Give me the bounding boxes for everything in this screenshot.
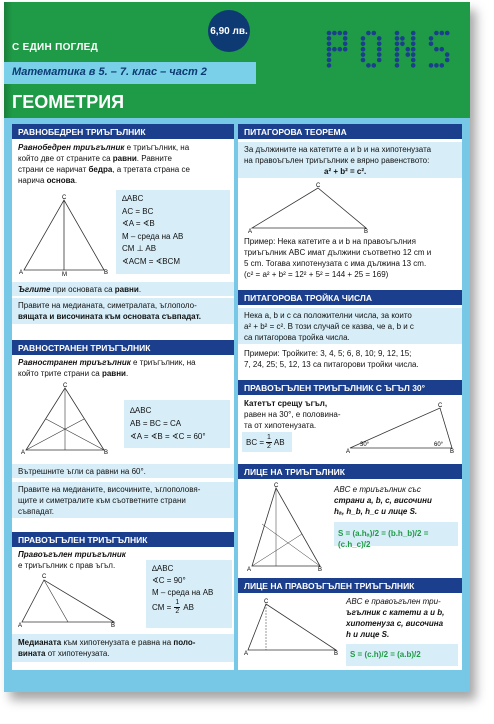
pons-logo — [326, 30, 464, 72]
logo-dot — [434, 47, 439, 52]
logo-dot — [327, 42, 332, 47]
svg-text:C: C — [63, 383, 68, 389]
logo-dot — [327, 63, 332, 68]
logo-dot — [395, 31, 400, 36]
equilateral-note2 — [12, 482, 234, 518]
right-triangle-definition — [18, 549, 148, 571]
isosceles-properties — [116, 190, 230, 274]
logo-dot — [361, 36, 366, 41]
svg-text:A: A — [18, 623, 23, 628]
logo-dot — [400, 42, 405, 47]
text: За дължините на катетите a и b и на хипотенузата — [244, 145, 432, 154]
price-badge: 6,90 лв. — [208, 10, 250, 52]
text: та от хипотенузата. — [244, 421, 317, 430]
page-title: ГЕОМЕТРИЯ — [12, 92, 125, 112]
text: Медианата — [18, 638, 62, 647]
logo-dot — [411, 63, 416, 68]
prop: ∆ABC — [122, 194, 144, 203]
logo-dot — [411, 36, 416, 41]
text: равни — [114, 285, 139, 294]
svg-text:B: B — [111, 623, 116, 628]
text: CM = — [152, 602, 172, 612]
text: който две от страните са — [18, 154, 113, 163]
text: вящата и височината към основата съвпадат. — [18, 312, 202, 321]
svg-text:A: A — [21, 450, 26, 456]
text: щите и симетралите към съответните страни — [18, 496, 186, 505]
text: Нека a, b и c са положителни числа, за които — [244, 311, 412, 320]
pythagoras-formula: a² + b² = c². — [324, 167, 367, 176]
area-right-statement — [346, 596, 460, 640]
equilateral-diagram — [20, 382, 110, 456]
logo-dot — [361, 42, 366, 47]
svg-text:A: A — [244, 651, 249, 656]
logo-dot — [400, 36, 405, 41]
logo-dot — [411, 47, 416, 52]
text: AB — [183, 602, 194, 612]
logo-dot — [395, 47, 400, 52]
logo-dot — [361, 52, 366, 57]
logo-dot — [343, 36, 348, 41]
svg-text:B: B — [450, 449, 455, 454]
svg-text:C: C — [42, 574, 47, 580]
right-triangle-diagram — [18, 570, 118, 628]
text: равни — [112, 154, 137, 163]
isosceles-note2 — [12, 298, 234, 324]
equilateral-note1: Вътрешните ъгли са равни на 60°. — [12, 464, 234, 478]
series-label: С ЕДИН ПОГЛЕД — [12, 42, 99, 53]
text: . — [74, 176, 78, 185]
logo-dot — [327, 52, 332, 57]
prop: CM ⊥ AB — [122, 244, 157, 253]
logo-dot — [327, 58, 332, 63]
logo-dot — [411, 52, 416, 57]
equilateral-heading: РАВНОСТРАНЕН ТРИЪГЪЛНИК — [12, 340, 234, 355]
logo-dot — [377, 36, 382, 41]
svg-text:A: A — [247, 567, 252, 572]
svg-text:B: B — [104, 450, 109, 456]
text: . — [138, 285, 142, 294]
area-diagram — [246, 482, 326, 572]
logo-dot — [411, 31, 416, 36]
right30-heading: ПРАВОЪГЪЛЕН ТРИЪГЪЛНИК С ЪГЪЛ 30° — [238, 380, 462, 395]
logo-dot — [406, 52, 411, 57]
right-column — [238, 124, 462, 670]
logo-dot — [338, 31, 343, 36]
logo-dot — [327, 31, 332, 36]
text: бедра — [88, 165, 113, 174]
svg-text:B: B — [334, 651, 339, 656]
logo-dot — [366, 63, 371, 68]
logo-dot — [343, 47, 348, 52]
text: равни — [101, 369, 126, 378]
isosceles-note1 — [12, 282, 234, 296]
text: h и лице S. — [346, 630, 390, 639]
denominator: 2 — [267, 442, 271, 450]
logo-dot — [434, 63, 439, 68]
text: е триъгълник, на — [130, 358, 196, 367]
right30-formula — [242, 432, 292, 452]
text: вината — [18, 649, 46, 658]
area-right-heading: ЛИЦЕ НА ПРАВОЪГЪЛЕН ТРИЪГЪЛНИК — [238, 578, 462, 593]
text: е триъгълник с прав ъгъл. — [18, 561, 116, 570]
text: Правите на медианата, симетралата, ъглополо- — [18, 301, 197, 310]
area-right-diagram — [244, 596, 340, 656]
text: Пример: Нека катетите a и b на правоъгълния — [244, 237, 416, 246]
text: a² + b² = c². В този случай се казва, че a, b и c — [244, 322, 414, 331]
logo-dot — [440, 47, 445, 52]
logo-dot — [395, 63, 400, 68]
svg-text:M: M — [62, 272, 67, 276]
term: Равностранен триъгълник — [18, 358, 131, 367]
text: който трите страни са — [18, 369, 102, 378]
text: AB — [273, 437, 285, 447]
logo-dot — [343, 42, 348, 47]
svg-text:C: C — [264, 599, 269, 605]
logo-dot — [395, 58, 400, 63]
left-column — [12, 124, 234, 670]
svg-text:B: B — [104, 270, 109, 276]
logo-dot — [395, 52, 400, 57]
prop: ∢ACM = ∢BCM — [122, 256, 181, 266]
logo-dot — [395, 42, 400, 47]
right30-statement — [244, 398, 344, 431]
isosceles-diagram — [18, 192, 112, 276]
denominator: 2 — [175, 608, 180, 615]
logo-dot — [434, 31, 439, 36]
text: е триъгълник, на — [124, 143, 190, 152]
logo-dot — [372, 31, 377, 36]
text: ABC е триъгълник със — [334, 485, 421, 494]
prop: ∆ABC — [152, 564, 174, 573]
text: са питагорова тройка числа. — [244, 333, 350, 342]
prop: M – среда на AB — [152, 588, 214, 597]
text: Примери: Тройките: 3, 4, 5; 6, 8, 10; 9, 12, 15; — [244, 349, 412, 358]
text: 7, 24, 25; 5, 12, 13 са питагорови тройки числа. — [244, 360, 419, 369]
prop: AC = BC — [122, 206, 154, 216]
right-triangle-note — [12, 634, 234, 662]
logo-dot — [327, 36, 332, 41]
fraction — [174, 599, 180, 616]
pythagoras-diagram — [248, 182, 372, 234]
text: хипотенуза c, височина — [346, 619, 444, 628]
term: Равнобедрен триъгълник — [18, 143, 125, 152]
text: триъгълник ABC имат дължини съответно 12 cm и — [244, 248, 432, 257]
pythagoras-heading: ПИТАГОРОВА ТЕОРЕМА — [238, 124, 462, 139]
logo-dot — [445, 58, 450, 63]
logo-dot — [361, 58, 366, 63]
text: страни се наричат — [18, 165, 89, 174]
pythagoras-statement — [238, 142, 462, 178]
logo-dot — [429, 63, 434, 68]
logo-dot — [377, 42, 382, 47]
logo-dot — [395, 36, 400, 41]
prop: M – среда на AB — [122, 231, 184, 241]
numerator: 1 — [267, 433, 271, 441]
svg-text:B: B — [364, 229, 369, 234]
text: съвпадат. — [18, 507, 54, 516]
logo-dot — [343, 31, 348, 36]
text: поло- — [173, 638, 196, 647]
term: Правоъгълен триъгълник — [18, 550, 126, 559]
book-cover — [4, 2, 470, 692]
prop: AB = BC = CA — [130, 419, 182, 428]
text: (c² = a² + b² = 12² + 5² = 144 + 25 = 169) — [244, 270, 389, 279]
text: , а третата страна се — [112, 165, 190, 174]
svg-text:C: C — [438, 403, 443, 409]
text: Катетът срещу ъгъл, — [244, 399, 328, 408]
text: BC = — [246, 437, 265, 447]
text: при основата са — [50, 285, 115, 294]
fraction — [266, 434, 272, 451]
logo-dot — [406, 47, 411, 52]
text: към хипотенузата е равна на — [61, 638, 174, 647]
area-statement — [334, 484, 458, 517]
right30-diagram — [346, 400, 458, 454]
logo-dot — [411, 42, 416, 47]
text: 5 cm. Тогава хипотенузата c има дължина 13 cm. — [244, 259, 427, 268]
svg-text:A: A — [346, 449, 351, 454]
numerator: 1 — [175, 599, 180, 606]
isosceles-heading: РАВНОБЕДРЕН ТРИЪГЪЛНИК — [12, 124, 234, 139]
text: Ъглите — [18, 285, 51, 294]
logo-dot — [440, 31, 445, 36]
text: на правоъгълен триъгълник е вярно равенството: — [244, 156, 430, 165]
svg-text:C: C — [274, 483, 279, 489]
logo-dot — [327, 47, 332, 52]
triple-heading: ПИТАГОРОВА ТРОЙКА ЧИСЛА — [238, 290, 462, 305]
logo-dot — [338, 47, 343, 52]
right-triangle-properties — [146, 560, 232, 628]
svg-text:B: B — [318, 567, 323, 572]
text: . Равните — [136, 154, 172, 163]
equilateral-properties — [124, 400, 230, 448]
isosceles-definition — [18, 142, 232, 186]
median-formula — [152, 599, 226, 616]
area-heading: ЛИЦЕ НА ТРИЪГЪЛНИК — [238, 464, 462, 479]
svg-text:C: C — [62, 195, 67, 201]
text: страни a, b, c, височини — [334, 496, 432, 505]
logo-dot — [445, 31, 450, 36]
text: от хипотенузата. — [45, 649, 110, 658]
area-formula: S = (a.hₐ)/2 = (b.h_b)/2 = (c.h_c)/2 — [334, 522, 458, 546]
logo-dot — [366, 31, 371, 36]
right-triangle-heading: ПРАВОЪГЪЛЕН ТРИЪГЪЛНИК — [12, 532, 234, 547]
logo-dot — [361, 47, 366, 52]
logo-dot — [372, 63, 377, 68]
text: Правите на медианите, височините, ъглополовя- — [18, 485, 201, 494]
logo-dot — [377, 58, 382, 63]
logo-dot — [377, 47, 382, 52]
logo-dot — [429, 42, 434, 47]
logo-dot — [429, 36, 434, 41]
prop: ∢A = ∢B = ∢C = 60° — [130, 432, 206, 441]
prop: ∢A = ∢B — [122, 219, 155, 228]
svg-text:C: C — [316, 183, 321, 189]
svg-text:60°: 60° — [434, 442, 444, 448]
text: основа — [46, 176, 75, 185]
text: нарича — [18, 176, 47, 185]
text: . — [125, 369, 129, 378]
svg-text:A: A — [248, 229, 253, 234]
logo-dot — [332, 31, 337, 36]
text: равен на 30°, е половина- — [244, 410, 341, 419]
svg-text:30°: 30° — [360, 442, 370, 448]
subtitle: Математика в 5. – 7. клас – част 2 — [4, 62, 256, 84]
prop: ∆ABC — [130, 406, 152, 415]
area-right-formula: S = (c.h)/2 = (a.b)/2 — [346, 644, 458, 666]
text: hₐ, h_b, h_c и лице S. — [334, 507, 418, 516]
logo-dot — [445, 52, 450, 57]
prop: ∢C = 90° — [152, 576, 186, 585]
equilateral-definition — [18, 357, 232, 379]
text: ъгълник с катети a и b, — [346, 608, 445, 617]
pythagoras-example — [244, 236, 460, 280]
logo-dot — [440, 63, 445, 68]
text: ABC е правоъгълен три- — [346, 597, 441, 606]
triple-definition — [238, 308, 462, 344]
svg-text:A: A — [19, 270, 24, 276]
logo-dot — [332, 47, 337, 52]
logo-dot — [377, 52, 382, 57]
triple-examples — [244, 348, 460, 370]
logo-dot — [411, 58, 416, 63]
